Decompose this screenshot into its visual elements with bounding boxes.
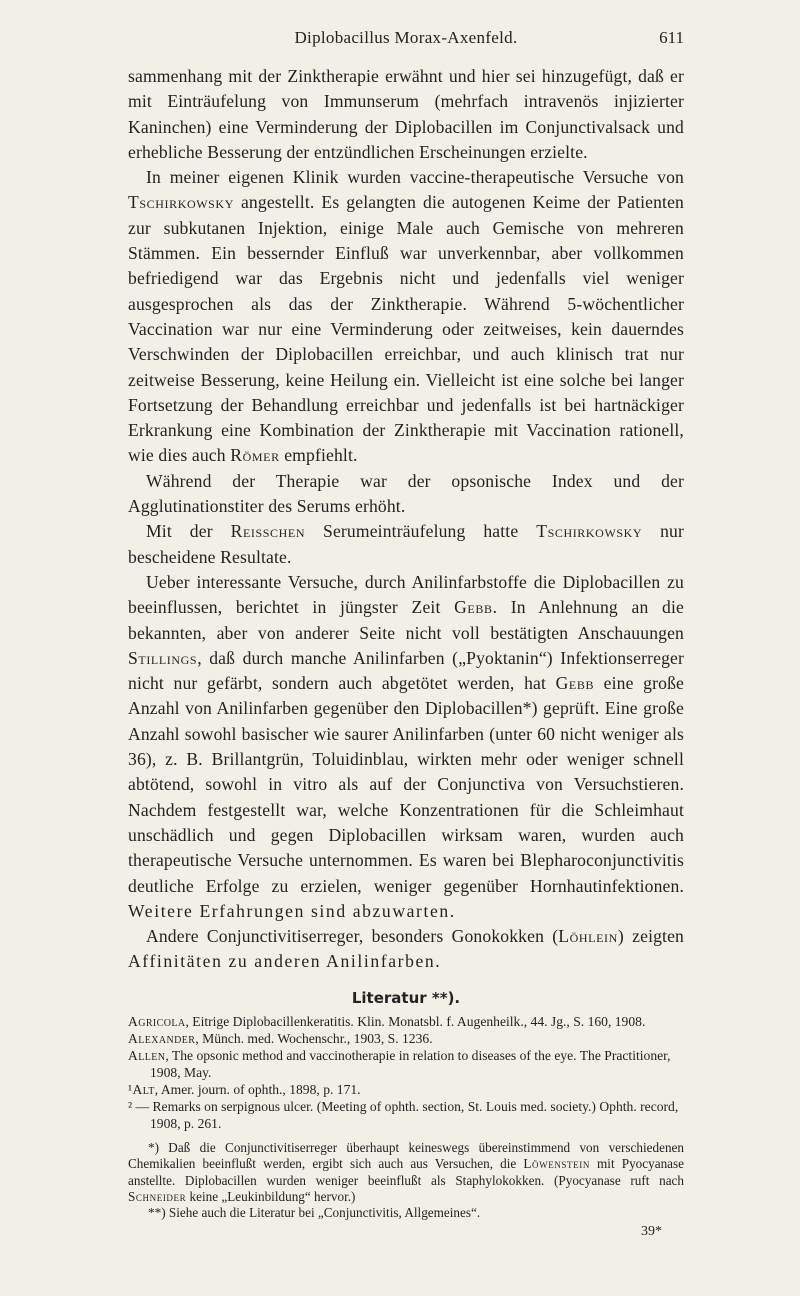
reference-item	[128, 1030, 684, 1047]
paragraph-3: Während der Therapie war der opsonische Index und der Agglutinationstiter des Serums erhöht.	[128, 470, 684, 517]
text-run: mit Pyocyanase anstellte. Diplobacillen wurden weniger beeinflußt als Staphylokokken. (Pyocyanase ruft nach	[128, 1156, 685, 1188]
reference-author: Alexander	[128, 1030, 196, 1046]
text-run: eine große Anzahl von Anilinfarben gegenüber den Diplobacillen*) geprüft. Eine große Anzahl sowohl basischer wie saurer Anilinfarben (unter 60 nicht weniger als 36), z. B. Brillantgrün, Toluidinblau, wirkten mehr oder weniger schnell abtötend, sowohl in vitro als auf der Conjunctiva von Versuchstieren. Nachdem festgestellt war, welche Konzentrationen für die Schleimhaut unschädlich und gegen Diplobacillen wirksam waren, wurden auch therapeutische Versuche unternommen. Es waren bei Blepharoconjunctivitis deutliche Erfolge zu erzielen, weniger gegenüber Hornhautinfektionen.	[128, 673, 684, 896]
signature-mark: 39*	[641, 1223, 662, 1239]
text-run: Mit der	[146, 521, 231, 542]
running-title: Diplobacillus Morax-Axenfeld.	[294, 28, 518, 47]
page	[128, 0, 684, 1240]
reference-item	[128, 1081, 684, 1098]
author-name: Gebb	[454, 597, 493, 618]
text-run: . In Anlehnung an die bekannten, aber von anderer Seite nicht voll bestätigten Anschauungen	[128, 597, 684, 643]
author-name: Löhlein	[558, 926, 618, 947]
literature-heading: Literatur **).	[351, 988, 461, 1007]
author-name: Löwenstein	[523, 1156, 590, 1172]
text-run: ) zeigten	[617, 926, 684, 947]
author-name: Schneider	[128, 1188, 187, 1204]
reference-list	[128, 1013, 684, 1132]
paragraph-4	[128, 519, 684, 570]
paragraph-2	[128, 165, 684, 469]
paragraph-5	[128, 570, 684, 924]
text-run: *) Daß die Conjunctivitiserreger überhaupt keineswegs übereinstimmend von verschiedenen Chemikalien beeinflußt werden, ergibt sich auch aus Versuchen, die	[128, 1139, 684, 1172]
author-name: Tschirkowsky	[128, 192, 234, 213]
reference-text: , Münch. med. Wochenschr., 1903, S. 1236.	[195, 1030, 433, 1046]
footnotes	[128, 1140, 684, 1222]
author-name: Gebb	[555, 673, 595, 694]
reference-text: , The opsonic method and vaccinotherapie in relation to diseases of the eye. The Practitioner, 1908, May.	[150, 1047, 671, 1080]
text-run: Ueber interessante Versuche, durch Anilinfarbstoffe die Diplobacillen zu beeinflussen, berichtet in jüngster Zeit	[128, 571, 684, 618]
text-run: keine „Leukinbildung“ hervor.)	[186, 1188, 356, 1204]
paragraph-6	[128, 924, 684, 975]
page-number: 611	[659, 28, 684, 47]
author-name: Stillings	[128, 647, 198, 668]
text-run: In meiner eigenen Klinik wurden vaccine-therapeutische Versuche von	[146, 167, 684, 188]
paragraph-1: sammenhang mit der Zinktherapie erwähnt und hier sei hinzugefügt, daß er mit Einträufelung von Immunserum (mehrfach intravenös injizierter Kaninchen) eine Verminderung der Diplobacillen im Conjunctivalsack und erhebliche Besserung der entzündlichen Erscheinungen erzielte.	[128, 66, 684, 162]
author-name: Tschirkowsky	[536, 521, 643, 542]
reference-text: ² — Remarks on serpignous ulcer. (Meeting of ophth. section, St. Louis med. society.) Ophth. record, 1908, p. 261.	[128, 1098, 679, 1131]
reference-author: ¹Alt	[128, 1081, 155, 1097]
reference-author: Allen	[128, 1047, 166, 1063]
running-head	[128, 28, 684, 58]
reference-item	[128, 1098, 684, 1132]
text-run: Serumeinträufelung hatte	[305, 521, 537, 542]
reference-item	[128, 1013, 684, 1030]
reference-item	[128, 1047, 684, 1081]
reference-text: , Amer. journ. of ophth., 1898, p. 171.	[154, 1081, 361, 1097]
footnote-2: **) Siehe auch die Literatur bei „Conjunctivitis, Allgemeines“.	[148, 1205, 481, 1221]
footnote-1	[128, 1140, 684, 1206]
text-run: nur bescheidene Resultate.	[128, 521, 685, 567]
text-run: , daß durch manche Anilinfarben („Pyoktanin“) Infektionserreger nicht nur gefärbt, sondern auch abgetötet werden, hat	[128, 647, 684, 694]
author-name: Römer	[230, 445, 280, 466]
emphasis-spaced: Affinitäten zu anderen Anilinfarben.	[128, 951, 442, 972]
text-run: Andere Conjunctivitiserreger, besonders Gonokokken (	[146, 926, 559, 947]
reference-author: Agricola	[128, 1013, 186, 1029]
text-run: empfiehlt.	[279, 445, 358, 466]
reference-text: , Eitrige Diplobacillenkeratitis. Klin. Monatsbl. f. Augenheilk., 44. Jg., S. 160, 1908.	[185, 1013, 646, 1029]
text-run: angestellt. Es gelangten die autogenen Keime der Patienten zur subkutanen Injektion, einige Male auch Gemische von mehreren Stämmen. Ein bessernder Einfluß war unverkennbar, aber vollkommen befriedigend war das Ergebnis nicht und jedenfalls viel weniger ausgesprochen als das der Zinktherapie. Während 5-wöchentlicher Vaccination war nur eine Verminderung oder zeitweises, kein dauerndes Verschwinden der Diplobacillen erreichbar, und auch klinisch trat nur zeitweise Besserung, keine Heilung ein. Vielleicht ist eine solche bei langer Fortsetzung der Behandlung erreichbar und jedenfalls ist bei hartnäckiger Erkrankung eine Kombination der Zinktherapie mit Vaccination rationell, wie dies auch	[128, 192, 684, 466]
author-name: Reisschen	[230, 521, 306, 542]
body-text	[128, 64, 684, 975]
emphasis-spaced: Weitere Erfahrungen sind abzuwarten.	[128, 900, 456, 921]
